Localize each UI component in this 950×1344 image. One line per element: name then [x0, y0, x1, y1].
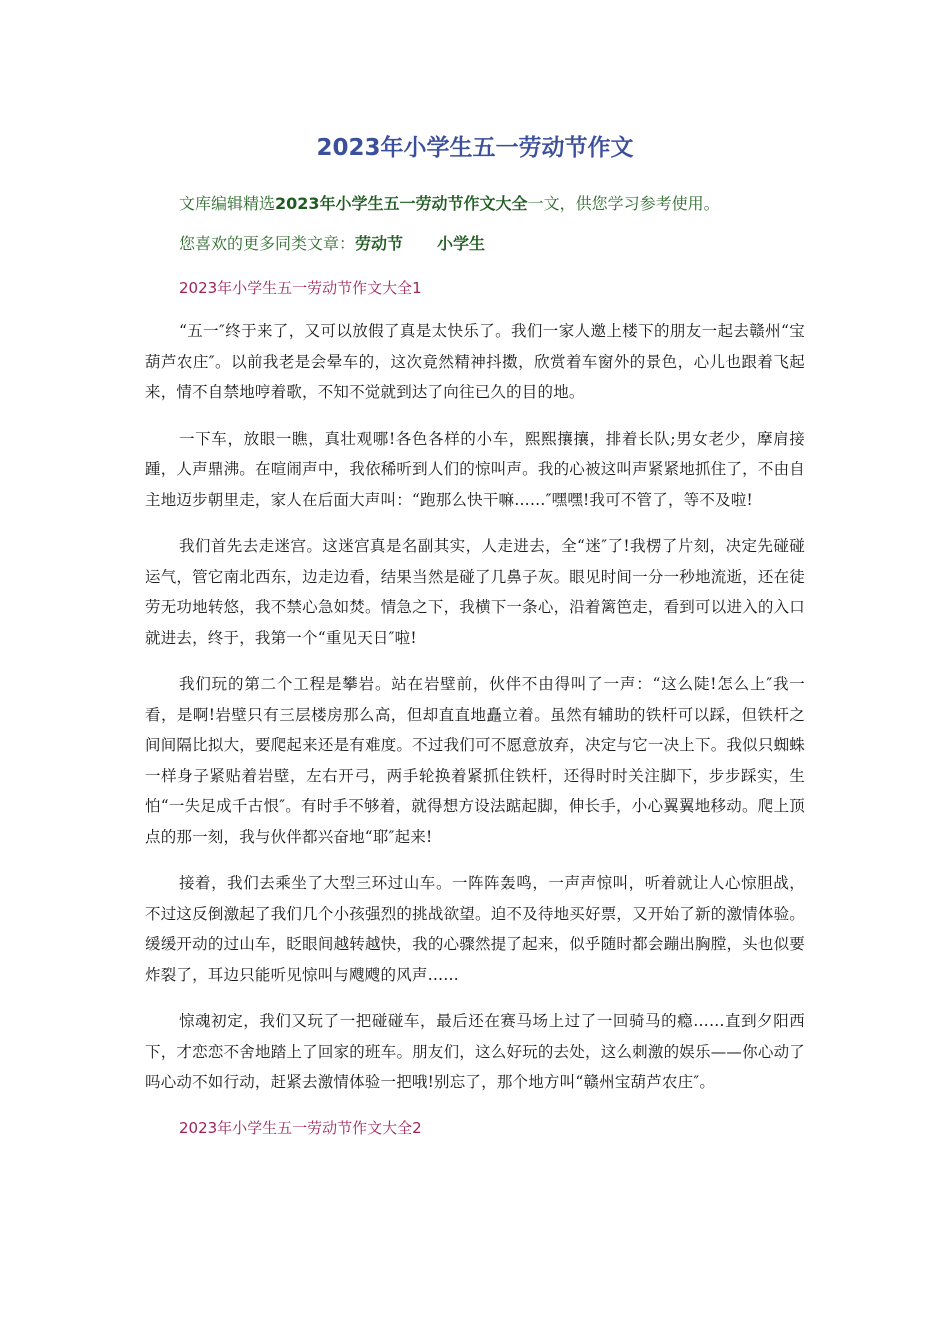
intro-suffix: 一文，供您学习参考使用。 — [527, 194, 720, 213]
paragraph: 惊魂初定，我们又玩了一把碰碰车，最后还在赛马场上过了一回骑马的瘾……直到夕阳西下，才恋恋不舍地踏上了回家的班车。朋友们，这么好玩的去处，这么刺激的娱乐——你心动了吗心动不如行动，赶紧去激情体验一把哦!别忘了，那个地方叫“赣州宝葫芦农庄″。 — [145, 1012, 805, 1091]
paragraph: 我们玩的第二个工程是攀岩。站在岩壁前，伙伴不由得叫了一声：“这么陡!怎么上″我一看，是啊!岩壁只有三层楼房那么高，但却直直地矗立着。虽然有辅助的铁杆可以踩，但铁杆之间间隔比拟大，要爬起来还是有难度。不过我们可不愿意放弃，决定与它一决上下。我似只蜘蛛一样身子紧贴着岩壁，左右开弓，两手轮换着紧抓住铁杆，还得时时关注脚下，步步踩实，生怕“一失足成千古恨″。有时手不够着，就得想方设法踮起脚，伸长手，小心翼翼地移动。爬上顶点的那一刻，我与伙伴都兴奋地“耶″起来! — [145, 675, 805, 846]
section-heading-1: 2023年小学生五一劳动节作文大全1 — [179, 279, 422, 297]
paragraph: 我们首先去走迷宫。这迷宫真是名副其实，人走进去，全“迷″了!我楞了片刻，决定先碰碰运气，管它南北西东，边走边看，结果当然是碰了几鼻子灰。眼见时间一分一秒地流逝，还在徒劳无功地转悠，我不禁心急如焚。情急之下，我横下一条心，沿着篱笆走，看到可以进入的入口就进去，终于，我第一个“重见天日″啦! — [145, 537, 805, 647]
related-link-primary-student[interactable]: 小学生 — [437, 234, 486, 253]
paragraph: 接着，我们去乘坐了大型三环过山车。一阵阵轰鸣，一声声惊叫，听着就让人心惊胆战，不过这反倒激起了我们几个小孩强烈的挑战欲望。迫不及待地买好票，又开始了新的激情体验。缓缓开动的过山车，眨眼间越转越快，我的心骤然提了起来，似乎随时都会蹦出胸膛，头也似要炸裂了，耳边只能听见惊叫与飕飕的风声…… — [145, 874, 805, 984]
paragraph: “五一″终于来了，又可以放假了真是太快乐了。我们一家人邀上楼下的朋友一起去赣州“宝葫芦农庄″。以前我老是会晕车的，这次竟然精神抖擞，欣赏着车窗外的景色，心儿也跟着飞起来，情不自禁地哼着歌，不知不觉就到达了向往已久的目的地。 — [145, 322, 805, 401]
intro-prefix: 文库编辑精选 — [179, 194, 276, 213]
document-page — [145, 128, 805, 1156]
related-label: 您喜欢的更多同类文章： — [179, 234, 356, 253]
paragraph: 一下车，放眼一瞧，真壮观哪!各色各样的小车，熙熙攘攘，排着长队;男女老少，摩肩接踵，人声鼎沸。在喧闹声中，我依稀听到人们的惊叫声。我的心被这叫声紧紧地抓住了，不由自主地迈步朝里走，家人在后面大声叫：“跑那么快干嘛……″嘿嘿!我可不管了，等不及啦! — [145, 429, 805, 509]
section-heading-2: 2023年小学生五一劳动节作文大全2 — [179, 1118, 422, 1137]
intro-highlight: 2023年小学生五一劳动节作文大全 — [275, 194, 528, 213]
document-title: 2023年小学生五一劳动节作文 — [316, 135, 634, 161]
related-link-labor-day[interactable]: 劳动节 — [355, 234, 404, 253]
related-articles — [145, 230, 805, 258]
intro-line — [145, 190, 805, 218]
